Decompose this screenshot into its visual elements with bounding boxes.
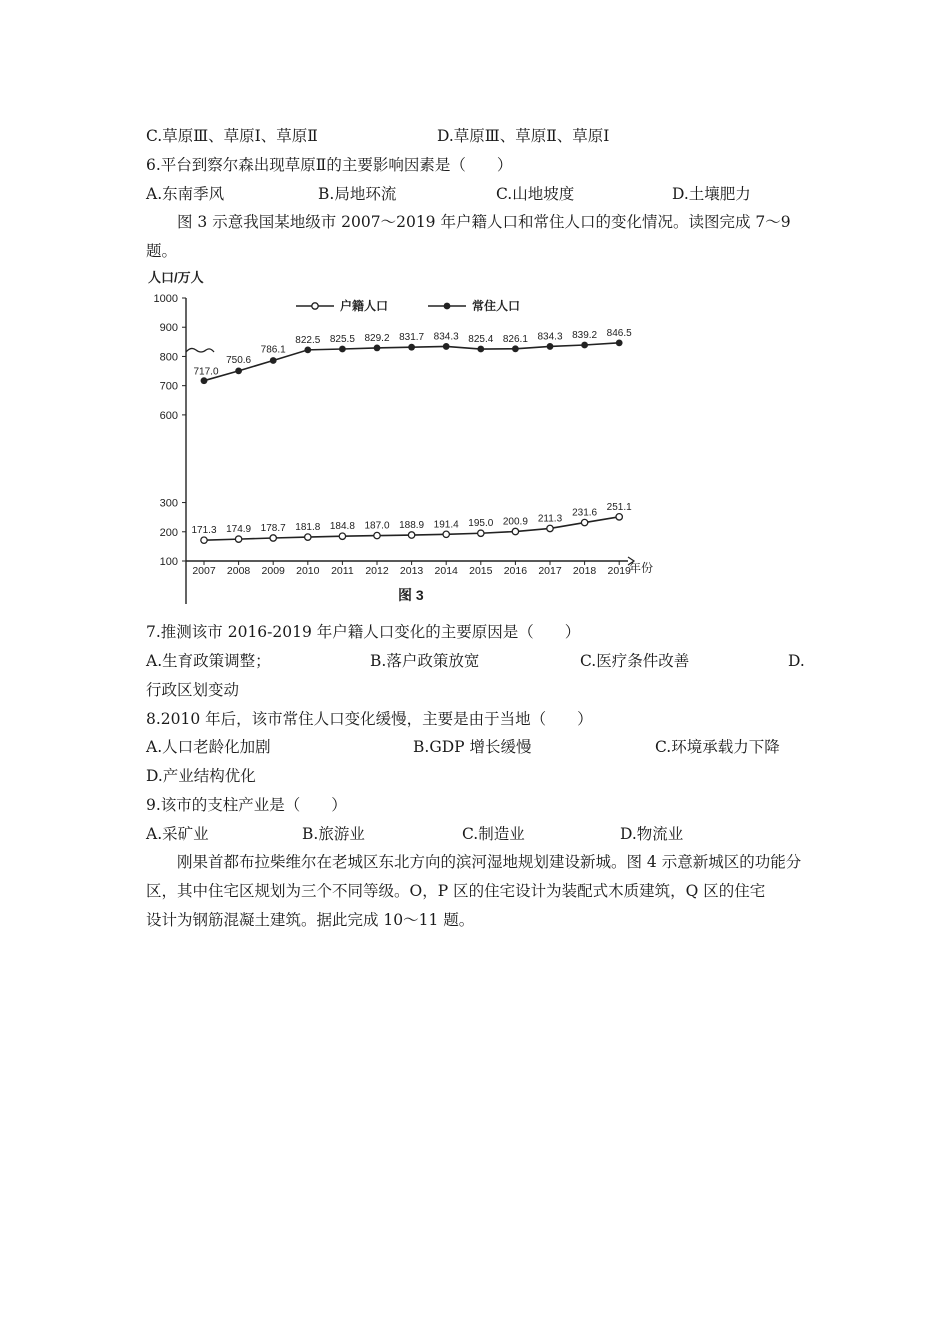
hukou-point (443, 531, 449, 537)
x-tick-label: 2012 (365, 565, 389, 577)
hukou-data-label: 251.1 (606, 501, 632, 513)
changzhu-point (374, 345, 381, 352)
changzhu-point (477, 346, 484, 353)
changzhu-data-label: 829.2 (364, 332, 390, 344)
axis-break-mark (186, 348, 214, 352)
x-tick-label: 2010 (296, 565, 320, 577)
hukou-point (201, 537, 207, 543)
y-tick-label: 100 (159, 556, 178, 568)
hukou-data-label: 200.9 (502, 516, 528, 528)
hukou-point (305, 534, 311, 540)
hukou-point (478, 530, 484, 536)
legend-hukou-marker (312, 303, 318, 309)
x-tick-label: 2018 (572, 565, 597, 577)
x-tick-label: 2013 (399, 565, 424, 577)
changzhu-point (304, 346, 311, 353)
q8-option-b: B.GDP 增长缓慢 (413, 738, 532, 756)
q7-option-d-text: 行政区划变动 (146, 681, 240, 699)
y-axis-label: 人口/万人 (148, 270, 204, 285)
x-tick-label: 2008 (226, 565, 251, 577)
hukou-data-label: 211.3 (537, 513, 563, 525)
changzhu-data-label: 834.3 (433, 331, 459, 343)
hukou-data-label: 174.9 (226, 524, 252, 536)
population-chart (146, 264, 666, 609)
changzhu-data-label: 846.5 (606, 327, 632, 339)
hukou-point (374, 532, 380, 538)
q7-option-a: A.生育政策调整； (146, 652, 271, 670)
hukou-point (547, 525, 553, 531)
changzhu-data-label: 822.5 (295, 334, 321, 346)
hukou-data-label: 195.0 (468, 518, 494, 530)
changzhu-point (201, 377, 208, 384)
intro-7-9-line1: 图 3 示意我国某地级市 2007～2019 年户籍人口和常住人口的变化情况。读图完成 7～9 (177, 213, 791, 231)
legend-changzhu-marker (444, 303, 451, 310)
hukou-point (512, 528, 518, 534)
q7-option-c: C.医疗条件改善 (580, 652, 690, 670)
q9-option-c: C.制造业 (462, 825, 525, 843)
changzhu-point (547, 343, 554, 350)
hukou-point (235, 536, 241, 542)
hukou-point (339, 533, 345, 539)
legend-changzhu-label: 常住人口 (472, 299, 521, 313)
changzhu-data-label: 825.5 (329, 333, 355, 345)
q9-option-b: B.旅游业 (302, 825, 365, 843)
q9-option-a: A.采矿业 (146, 825, 209, 843)
x-tick-label: 2015 (469, 565, 493, 577)
x-tick-label: 2009 (261, 565, 285, 577)
changzhu-point (235, 367, 242, 374)
changzhu-data-label: 831.7 (399, 332, 425, 344)
legend-hukou-label: 户籍人口 (340, 299, 389, 313)
y-tick-label: 900 (159, 322, 178, 335)
q8-option-d: D.产业结构优化 (146, 767, 256, 785)
x-tick-label: 2014 (434, 565, 458, 577)
hukou-data-label: 184.8 (329, 521, 355, 533)
changzhu-data-label: 834.3 (537, 331, 563, 343)
hukou-data-label: 231.6 (572, 507, 598, 519)
changzhu-point (443, 343, 450, 350)
intro-10-11-body: 刚果首都布拉柴维尔在老城区东北方向的滨河湿地规划建设新城。图 4 示意新城区的功能分区，其中住宅区规划为三个不同等级。O，P 区的住宅设计为装配式木质建筑，Q 区的住宅 (146, 853, 802, 900)
hukou-data-label: 178.7 (260, 523, 286, 535)
changzhu-data-label: 826.1 (502, 333, 528, 345)
hukou-data-label: 188.9 (399, 520, 425, 532)
q7-option-d-label: D. (788, 652, 805, 670)
x-tick-label: 2007 (192, 565, 216, 577)
q8-option-a: A.人口老龄化加剧 (146, 738, 271, 756)
hukou-data-label: 181.8 (295, 522, 321, 534)
hukou-point (270, 535, 276, 541)
q9-stem: 9.该市的支柱产业是（ ） (146, 796, 347, 814)
changzhu-data-label: 750.6 (226, 354, 252, 366)
hukou-point (616, 514, 622, 520)
q6-option-b: B.局地环流 (318, 185, 397, 203)
x-axis-label: 年份 (629, 561, 654, 575)
changzhu-data-label: 786.1 (260, 344, 286, 356)
changzhu-data-label: 717.0 (193, 366, 219, 378)
changzhu-point (339, 346, 346, 353)
x-tick-label: 2017 (538, 565, 562, 577)
q7-option-b: B.落户政策放宽 (370, 652, 480, 670)
y-tick-label: 800 (159, 351, 178, 364)
q6-stem: 6.平台到察尔森出现草原Ⅱ的主要影响因素是（ ） (146, 156, 513, 174)
q9-option-d: D.物流业 (620, 825, 684, 843)
y-tick-label: 600 (159, 409, 178, 422)
q5-option-d: D.草原Ⅲ、草原Ⅱ、草原Ⅰ (437, 127, 610, 145)
hukou-data-label: 187.0 (364, 520, 390, 532)
hukou-point (408, 532, 414, 538)
q6-option-d: D.土壤肥力 (672, 185, 751, 203)
changzhu-data-label: 839.2 (572, 329, 598, 341)
x-tick-label: 2011 (331, 565, 354, 577)
x-tick-label: 2019 (607, 565, 631, 577)
y-tick-label: 200 (159, 526, 178, 539)
hukou-data-label: 171.3 (191, 525, 217, 537)
changzhu-point (512, 345, 519, 352)
changzhu-point (270, 357, 277, 364)
y-tick-label: 700 (159, 380, 178, 393)
q7-stem: 7.推测该市 2016-2019 年户籍人口变化的主要原因是（ ） (146, 623, 581, 641)
intro-7-9-line2: 题。 (146, 242, 178, 260)
y-tick-label: 1000 (153, 293, 178, 305)
changzhu-data-label: 825.4 (468, 334, 494, 346)
changzhu-point (581, 342, 588, 349)
y-tick-label: 300 (159, 497, 178, 510)
q6-option-c: C.山地坡度 (496, 185, 575, 203)
hukou-point (581, 519, 587, 525)
q6-option-a: A.东南季风 (146, 185, 225, 203)
changzhu-point (616, 339, 623, 346)
hukou-data-label: 191.4 (433, 519, 459, 531)
q8-option-c: C.环境承载力下降 (655, 738, 780, 756)
figure-caption: 图 3 (398, 587, 424, 603)
q5-option-c: C.草原Ⅲ、草原Ⅰ、草原Ⅱ (146, 127, 318, 145)
intro-10-11-last: 设计为钢筋混凝土建筑。据此完成 10～11 题。 (146, 911, 475, 929)
changzhu-point (408, 344, 415, 351)
x-tick-label: 2016 (503, 565, 528, 577)
intro-10-11 (146, 848, 806, 935)
q8-stem: 8.2010 年后，该市常住人口变化缓慢，主要是由于当地（ ） (146, 710, 593, 728)
